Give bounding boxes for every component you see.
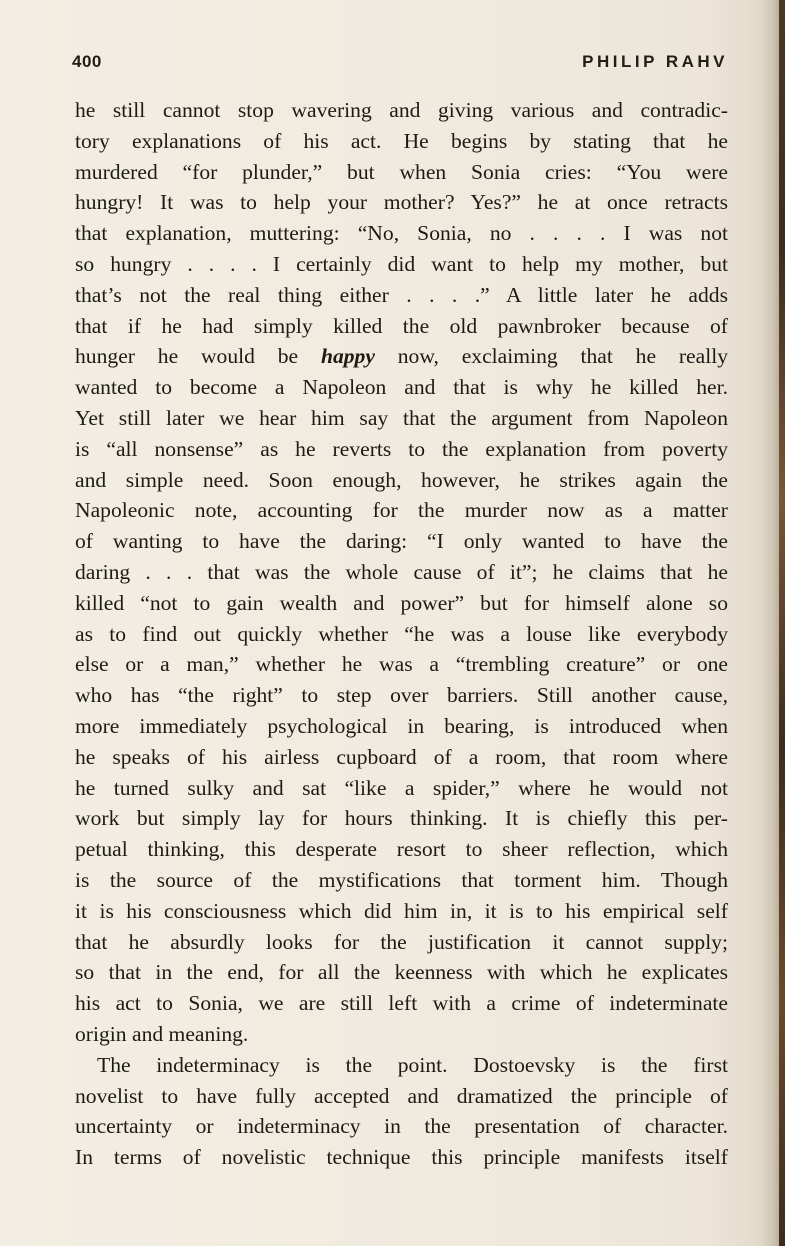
- text-line: who has “the right” to step over barriers. Still another cause,: [75, 683, 728, 708]
- text-line: tory explanations of his act. He begins by stating that he: [75, 128, 728, 153]
- text-line: so hungry . . . . I certainly did want to help my mother, but: [75, 251, 728, 276]
- text-line: that’s not the real thing either . . . .” A little later he adds: [75, 282, 728, 307]
- text-line: work but simply lay for hours thinking. It is chiefly this per-: [75, 806, 728, 831]
- text-line: he turned sulky and sat “like a spider,” where he would not: [75, 775, 728, 800]
- text-line: petual thinking, this desperate resort to sheer reflection, which: [75, 837, 728, 862]
- text-line: Napoleonic note, accounting for the murder now as a matter: [75, 498, 728, 523]
- text-line: of wanting to have the daring: “I only wanted to have the: [75, 529, 728, 554]
- text-line: novelist to have fully accepted and dramatized the principle of: [75, 1083, 728, 1108]
- text-line: that explanation, muttering: “No, Sonia, no . . . . I was not: [75, 221, 728, 246]
- text-segment: now, exclaiming that he really: [374, 344, 728, 369]
- text-line: he still cannot stop wavering and giving various and contradic-: [75, 98, 728, 122]
- text-line: murdered “for plunder,” but when Sonia cries: “You were: [75, 159, 728, 184]
- text-line: and simple need. Soon enough, however, he strikes again the: [75, 467, 728, 492]
- emphasized-word: happy: [320, 344, 375, 369]
- text-line: daring . . . that was the whole cause of it”; he claims that he: [75, 559, 728, 584]
- text-line: wanted to become a Napoleon and that is why he killed her.: [75, 375, 728, 400]
- text-line: as to find out quickly whether “he was a louse like everybody: [75, 621, 728, 646]
- text-line: it is his consciousness which did him in, it is to his empirical self: [75, 898, 728, 923]
- running-head: PHILIP RAHV: [582, 52, 728, 71]
- text-line: is “all nonsense” as he reverts to the explanation from poverty: [75, 436, 728, 461]
- binding-strip: [779, 0, 785, 1246]
- text-line: else or a man,” whether he was a “trembling creature” or one: [75, 652, 728, 677]
- text-line: he speaks of his airless cupboard of a room, that room where: [75, 744, 728, 769]
- text-line: more immediately psychological in bearing, is introduced when: [75, 713, 728, 738]
- text-line: uncertainty or indeterminacy in the presentation of character.: [75, 1114, 728, 1139]
- text-line: killed “not to gain wealth and power” but for himself alone so: [75, 590, 728, 615]
- page-number: 400: [72, 52, 102, 71]
- page-header: [72, 52, 728, 76]
- text-line: his act to Sonia, we are still left with a crime of indeterminate: [75, 991, 728, 1016]
- paragraph-start-line: The indeterminacy is the point. Dostoevsky is the first: [97, 1052, 728, 1077]
- body-text: [75, 95, 728, 1173]
- text-line: so that in the end, for all the keenness with which he explicates: [75, 960, 728, 985]
- text-line-with-emphasis: [75, 341, 728, 372]
- text-line: hungry! It was to help your mother? Yes?” he at once retracts: [75, 190, 728, 215]
- text-line: is the source of the mystifications that torment him. Though: [75, 867, 728, 892]
- text-line: In terms of novelistic technique this principle manifests itself: [75, 1145, 728, 1170]
- text-line: Yet still later we hear him say that the argument from Napoleon: [75, 405, 728, 430]
- paragraph-end-line: origin and meaning.: [75, 1021, 249, 1046]
- text-segment: hunger he would be: [75, 344, 321, 369]
- text-line: that if he had simply killed the old pawnbroker because of: [75, 313, 728, 338]
- text-line: that he absurdly looks for the justification it cannot supply;: [75, 929, 728, 954]
